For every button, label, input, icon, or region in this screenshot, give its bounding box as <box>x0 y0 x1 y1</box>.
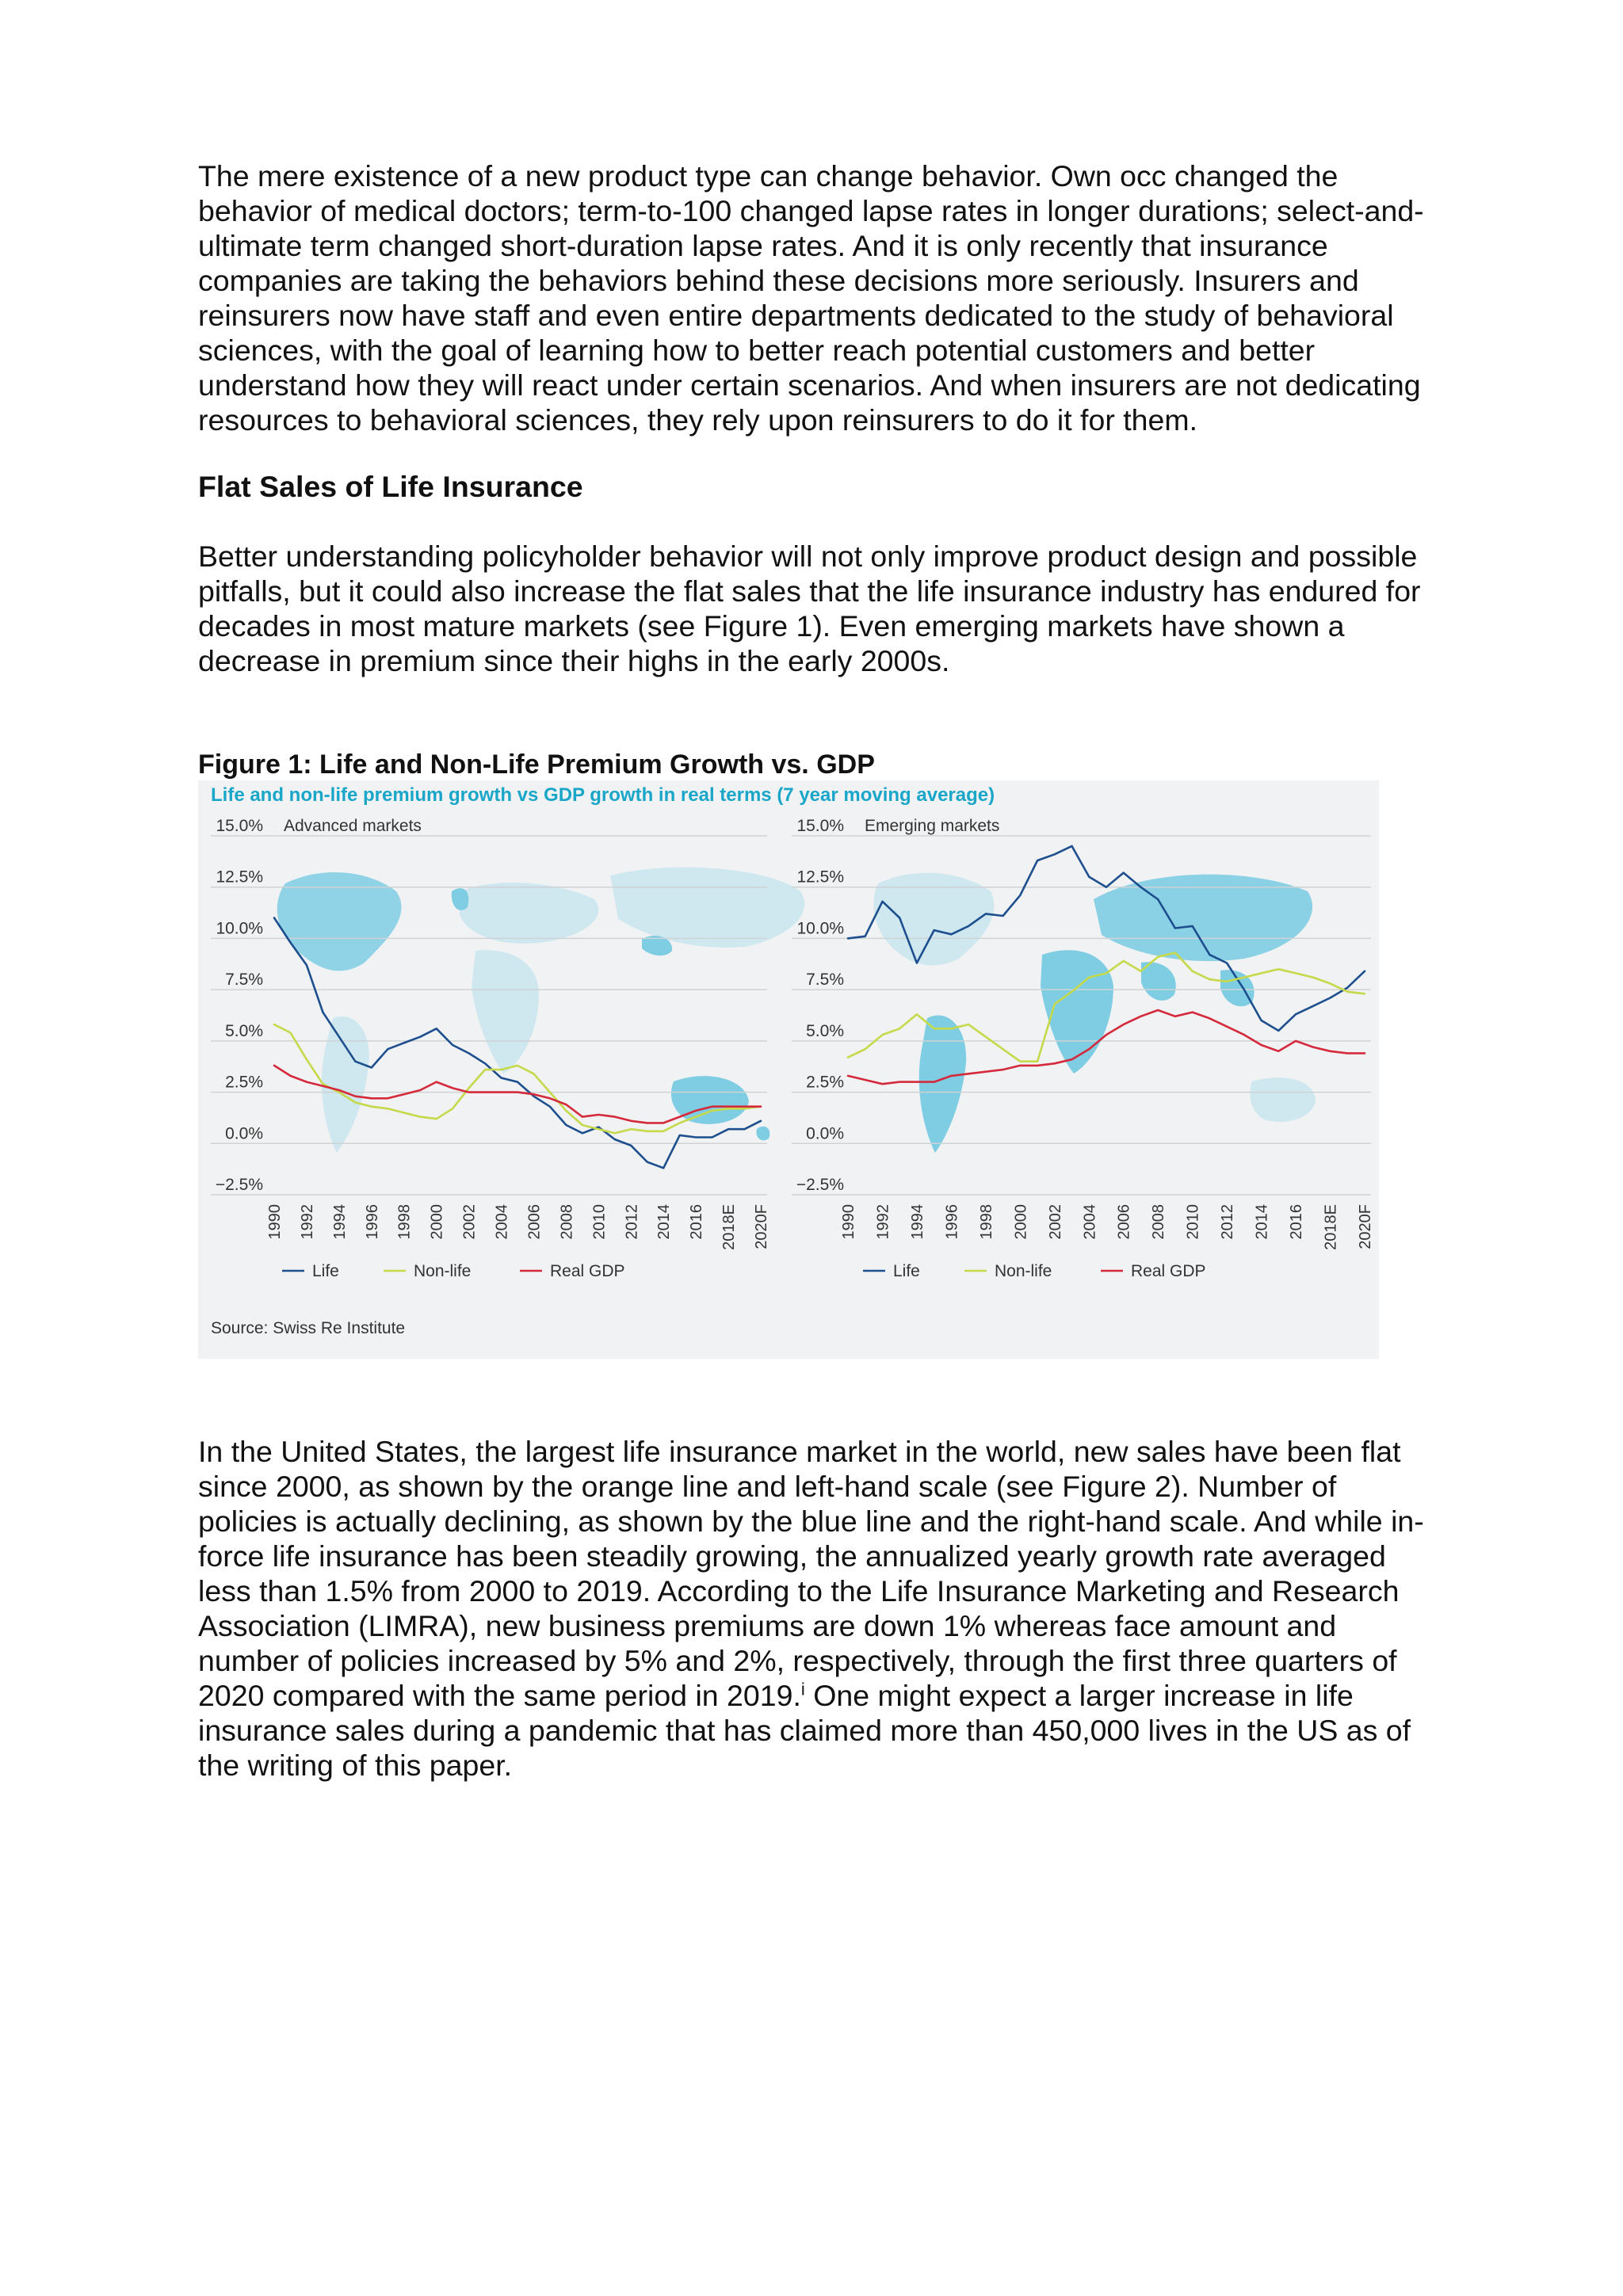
legend-label-life: Life <box>312 1262 339 1280</box>
y-tick-label: 5.0% <box>806 1021 844 1040</box>
x-tick-label: 2020F <box>1357 1204 1374 1249</box>
y-tick-label: 10.0% <box>216 919 263 938</box>
x-tick-label: 2018E <box>1322 1204 1340 1250</box>
x-tick-label: 1992 <box>874 1204 892 1240</box>
x-tick-label: 2006 <box>1115 1204 1133 1240</box>
x-tick-label: 2014 <box>1253 1204 1271 1240</box>
x-tick-label: 2004 <box>493 1204 511 1240</box>
x-tick-label: 2016 <box>1288 1204 1306 1240</box>
x-tick-label: 1992 <box>298 1204 316 1240</box>
figure-caption: Figure 1: Life and Non-Life Premium Growth vs. GDP <box>198 749 875 780</box>
us-market-paragraph <box>198 1434 1442 1783</box>
y-tick-label: 12.5% <box>216 868 263 887</box>
legend-label-non-life: Non-life <box>995 1262 1052 1280</box>
y-tick-label: 7.5% <box>225 971 263 990</box>
y-tick-label: 15.0% <box>216 817 263 835</box>
y-tick-label: 5.0% <box>225 1021 263 1040</box>
x-tick-label: 1990 <box>266 1204 284 1240</box>
y-tick-label: 2.5% <box>806 1073 844 1092</box>
x-tick-label: 2008 <box>1150 1204 1168 1240</box>
section-heading: Flat Sales of Life Insurance <box>198 470 583 503</box>
x-tick-label: 2010 <box>590 1204 609 1240</box>
world-map-emerging <box>873 873 1316 1153</box>
figure-source: Source: Swiss Re Institute <box>211 1319 406 1337</box>
x-tick-label: 2002 <box>1046 1204 1064 1240</box>
x-tick-label: 1994 <box>908 1204 926 1240</box>
y-tick-label: 0.0% <box>225 1124 263 1143</box>
x-tick-label: 2016 <box>688 1204 706 1240</box>
us-market-text-tail: One might expect a larger increase in life insurance sales during a pandemic that has claimed more than 450,000 lives in the US as of the writing of this paper. <box>198 1679 1411 1782</box>
x-tick-label: 2012 <box>1219 1204 1237 1240</box>
legend-label-real-gdp: Real GDP <box>550 1262 625 1280</box>
flat-sales-paragraph: Better understanding policyholder behavior will not only improve product design and possible pitfalls, but it could also increase the flat sales that the life insurance industry has endured for decades in most mature markets (see Figure 1). Even emerging markets have shown a decrease in premium since their highs in the early 2000s. <box>198 540 1421 677</box>
footnote-marker[interactable]: i <box>800 1679 805 1699</box>
y-tick-label: 2.5% <box>225 1073 263 1092</box>
y-tick-label: 0.0% <box>806 1124 844 1143</box>
y-tick-label: 7.5% <box>806 971 844 990</box>
figure-subtitle: Life and non-life premium growth vs GDP growth in real terms (7 year moving average) <box>211 784 995 806</box>
x-tick-label: 2000 <box>1012 1204 1030 1240</box>
x-tick-label: 2002 <box>460 1204 479 1240</box>
y-tick-label: 10.0% <box>796 919 844 938</box>
x-tick-label: 2006 <box>525 1204 544 1240</box>
panel-title-advanced-markets: Advanced markets <box>284 817 422 835</box>
x-tick-label: 2014 <box>655 1204 674 1240</box>
y-tick-label: 12.5% <box>796 868 844 887</box>
panel-title-emerging-markets: Emerging markets <box>865 817 1000 835</box>
x-tick-label: 2008 <box>558 1204 576 1240</box>
x-tick-label: 1994 <box>330 1204 349 1240</box>
us-market-text: In the United States, the largest life insurance market in the world, new sales have been flat since 2000, as shown by the orange line and left-hand scale (see Figure 2). Number of policies is actually declining, as shown by the blue line and the right-hand scale. And while in-force life insurance has been steadily growing, the annualized yearly growth rate averaged less than 1.5% from 2000 to 2019. According to the Life Insurance Marketing and Research Association (LIMRA), new business premiums are down 1% whereas face amount and number of policies increased by 5% and 2%, respectively, through the first three quarters of 2020 compared with the same period in 2019. <box>198 1435 1424 1712</box>
legend-label-real-gdp: Real GDP <box>1131 1262 1206 1280</box>
y-tick-label: −2.5% <box>796 1176 844 1194</box>
x-tick-label: 1990 <box>840 1204 857 1240</box>
legend-label-life: Life <box>893 1262 920 1280</box>
x-tick-label: 2018E <box>720 1204 739 1250</box>
x-tick-label: 2020F <box>753 1204 770 1249</box>
figure-1-panel <box>198 780 1379 1359</box>
x-tick-label: 2010 <box>1184 1204 1202 1240</box>
figure-1-chart <box>198 780 1379 1359</box>
y-tick-label: −2.5% <box>215 1176 263 1194</box>
intro-paragraph: The mere existence of a new product type can change behavior. Own occ changed the behavior of medical doctors; term-to-100 changed lapse rates in longer durations; select-and-ultimate term changed short-duration lapse rates. And it is only recently that insurance companies are taking the behaviors behind these decisions more seriously. Insurers and reinsurers now have staff and even entire departments dedicated to the study of behavioral sciences, with the goal of learning how to better reach potential customers and better understand how they will react under certain scenarios. And when insurers are not dedicating resources to behavioral sciences, they rely upon reinsurers to do it for them. <box>198 159 1424 437</box>
y-tick-label: 15.0% <box>796 817 844 835</box>
x-tick-label: 2004 <box>1081 1204 1099 1240</box>
x-tick-label: 2012 <box>623 1204 641 1240</box>
x-tick-label: 1998 <box>395 1204 414 1240</box>
legend-label-non-life: Non-life <box>414 1262 472 1280</box>
x-tick-label: 1996 <box>363 1204 381 1240</box>
x-tick-label: 1998 <box>977 1204 995 1240</box>
x-tick-label: 2000 <box>428 1204 446 1240</box>
x-tick-label: 1996 <box>943 1204 961 1240</box>
